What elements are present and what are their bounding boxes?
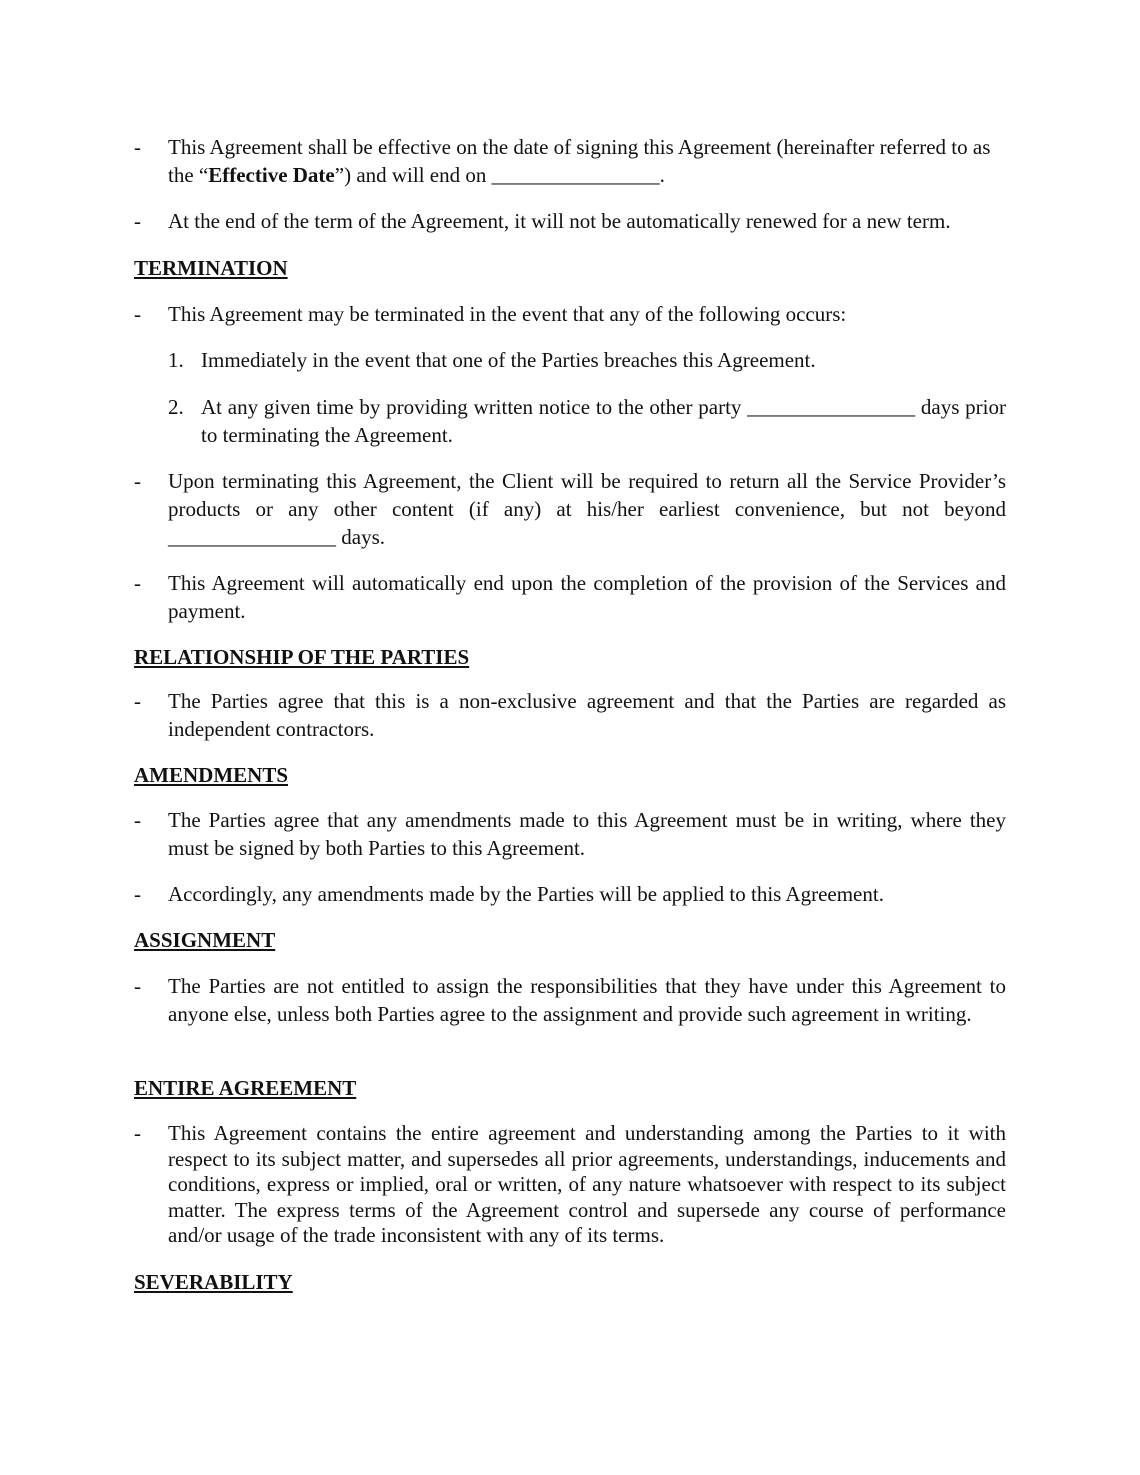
bullet-dash: - xyxy=(134,302,141,326)
automatic-end-clause xyxy=(134,569,1006,625)
relationship-heading: RELATIONSHIP OF THE PARTIES xyxy=(134,645,470,669)
amendments-applied-clause xyxy=(134,880,1006,908)
bullet-dash: - xyxy=(134,135,141,159)
entire-agreement-heading: ENTIRE AGREEMENT xyxy=(134,1076,357,1100)
termination-intro-text: This Agreement may be terminated in the event that any of the following occurs: xyxy=(168,302,847,326)
bullet-dash: - xyxy=(134,1121,141,1145)
termination-item-2 xyxy=(168,393,1006,449)
severability-heading: SEVERABILITY xyxy=(134,1270,293,1294)
bullet-dash: - xyxy=(134,882,141,906)
termination-intro-clause xyxy=(134,300,1006,328)
bullet-dash: - xyxy=(134,808,141,832)
automatic-end-text: This Agreement will automatically end upon the completion of the provision of the Services and payment. xyxy=(168,571,1006,623)
termination-item-2-text: At any given time by providing written notice to the other party ________________ days prior to terminating the Agreement. xyxy=(201,395,1006,447)
item-number: 1. xyxy=(168,348,184,372)
relationship-clause xyxy=(134,687,1006,743)
assignment-heading: ASSIGNMENT xyxy=(134,928,276,952)
no-renewal-text: At the end of the term of the Agreement, it will not be automatically renewed for a new term. xyxy=(168,209,951,233)
relationship-text: The Parties agree that this is a non-exclusive agreement and that the Parties are regarded as independent contractors. xyxy=(168,689,1006,741)
effective-date-text: This Agreement shall be effective on the date of signing this Agreement (hereinafter referred to as the “Effective Date”) and will end on ________________. xyxy=(168,135,991,187)
effective-date-term: Effective Date xyxy=(208,163,335,187)
bullet-dash: - xyxy=(134,469,141,493)
return-products-clause xyxy=(134,467,1006,551)
item-number: 2. xyxy=(168,395,184,419)
assignment-text: The Parties are not entitled to assign the responsibilities that they have under this Agreement to anyone else, unless both Parties agree to the assignment and provide such agreement in writing. xyxy=(168,974,1006,1026)
assignment-clause xyxy=(134,972,1006,1028)
bullet-dash: - xyxy=(134,689,141,713)
amendments-heading: AMENDMENTS xyxy=(134,763,289,787)
termination-item-1 xyxy=(168,346,1006,374)
termination-item-1-text: Immediately in the event that one of the Parties breaches this Agreement. xyxy=(201,348,816,372)
no-renewal-clause xyxy=(134,207,1006,235)
termination-heading: TERMINATION xyxy=(134,256,288,280)
bullet-dash: - xyxy=(134,209,141,233)
bullet-dash: - xyxy=(134,571,141,595)
amendments-writing-clause xyxy=(134,806,1006,862)
bullet-dash: - xyxy=(134,974,141,998)
effective-date-clause xyxy=(134,133,1006,189)
amendments-writing-text: The Parties agree that any amendments made to this Agreement must be in writing, where they must be signed by both Parties to this Agreement. xyxy=(168,808,1006,860)
entire-agreement-clause xyxy=(134,1121,1006,1249)
entire-agreement-text: This Agreement contains the entire agreement and understanding among the Parties to it with respect to its subject matter, and supersedes all prior agreements, understandings, inducements and conditions, express or implied, oral or written, of any nature whatsoever with respect to its subject matter. The express terms of the Agreement control and supersede any course of performance and/or usage of the trade inconsistent with any of its terms. xyxy=(168,1121,1006,1247)
return-products-text: Upon terminating this Agreement, the Client will be required to return all the Service Provider’s products or any other content (if any) at his/her earliest convenience, but not beyond ________________ days. xyxy=(168,469,1006,549)
amendments-applied-text: Accordingly, any amendments made by the Parties will be applied to this Agreement. xyxy=(168,882,884,906)
